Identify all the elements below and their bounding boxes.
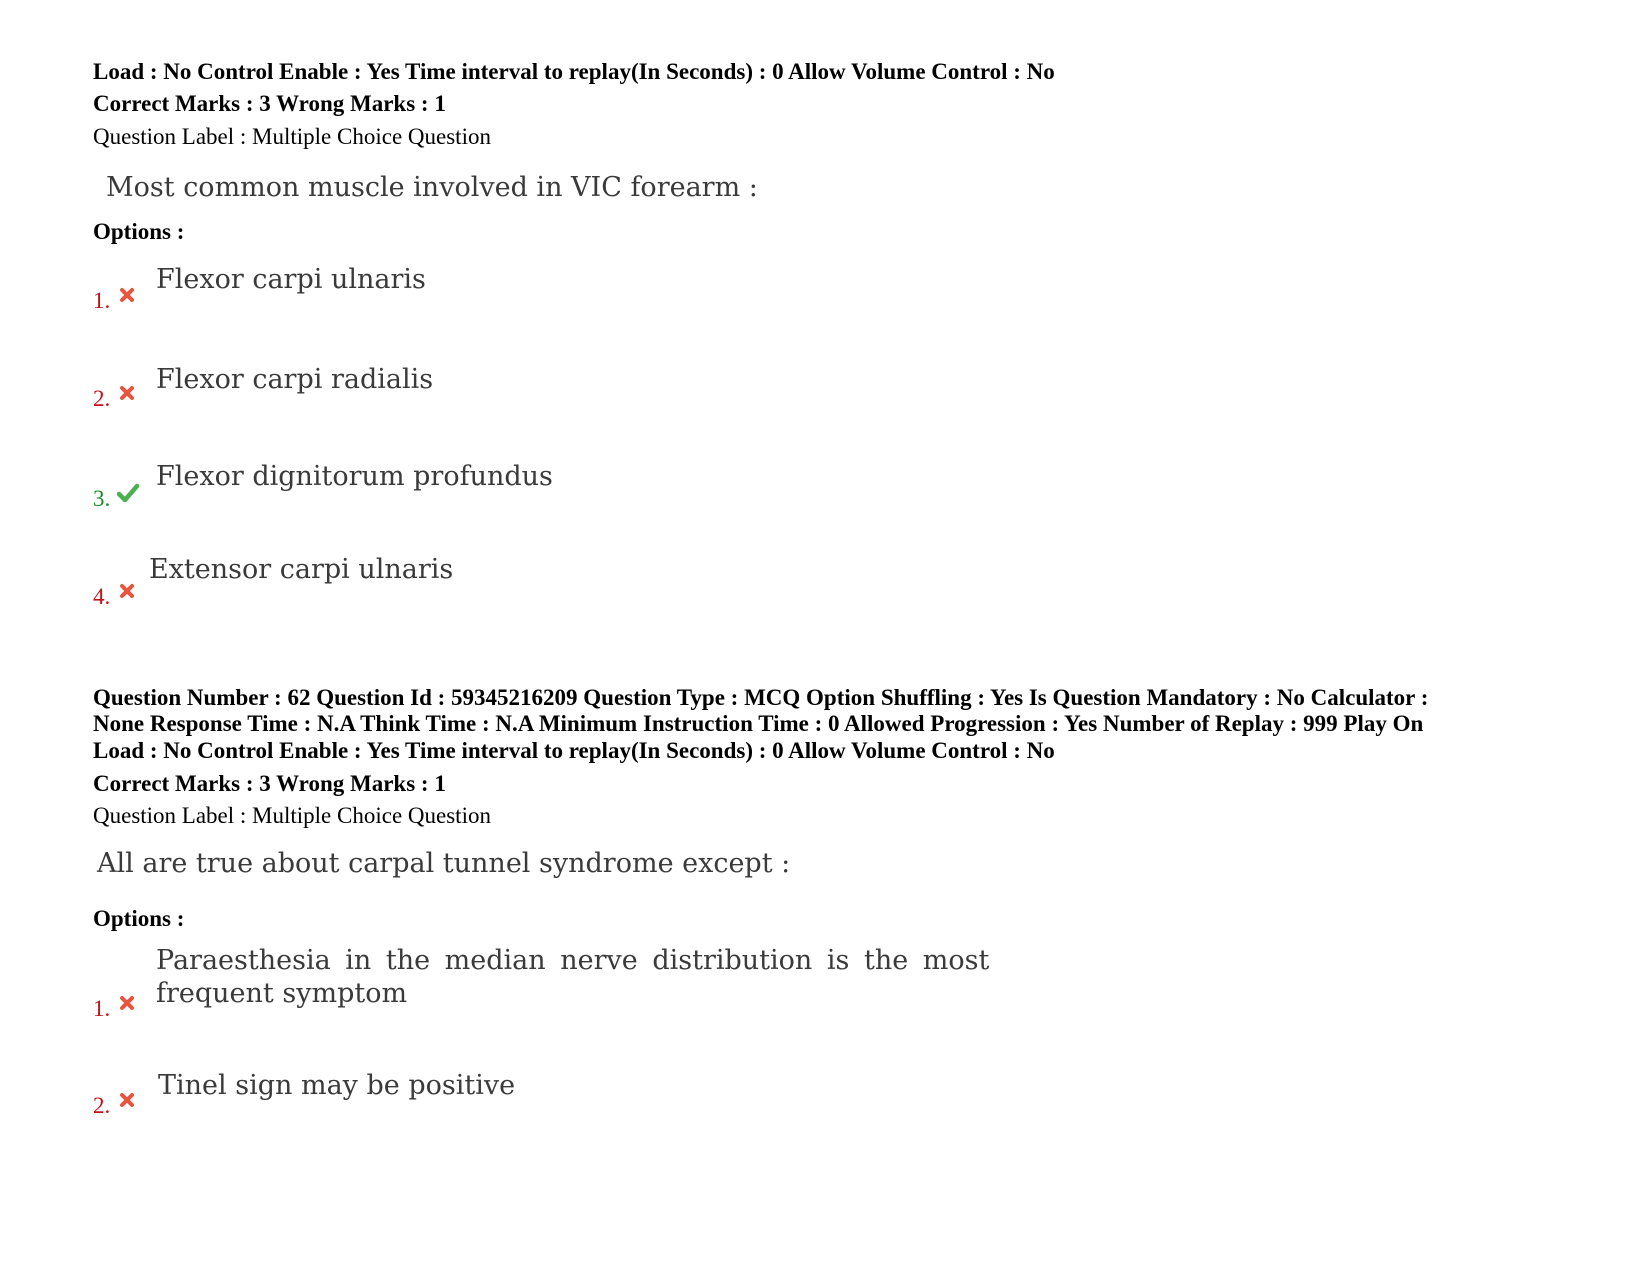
question-meta-line: Load : No Control Enable : Yes Time interval to replay(In Seconds) : 0 Allow Volume Control : No bbox=[93, 738, 1055, 763]
option-number: 2. bbox=[93, 1093, 111, 1118]
options-heading: Options : bbox=[93, 906, 185, 931]
question-meta-line: None Response Time : N.A Think Time : N.A Minimum Instruction Time : 0 Allowed Progression : Yes Number of Replay : 999 Play On bbox=[93, 711, 1424, 736]
question-meta-tail: Load : No Control Enable : Yes Time interval to replay(In Seconds) : 0 Allow Volume Control : No bbox=[93, 59, 1055, 84]
marks-line: Correct Marks : 3 Wrong Marks : 1 bbox=[93, 91, 446, 116]
option-text: Flexor carpi ulnaris bbox=[156, 264, 426, 295]
cross-icon bbox=[119, 1092, 135, 1108]
option-number: 4. bbox=[93, 584, 111, 609]
option-text: Tinel sign may be positive bbox=[158, 1070, 516, 1101]
option-text-line: Paraesthesia in the median nerve distribution is the most bbox=[156, 945, 990, 976]
option-number: 2. bbox=[93, 386, 111, 411]
question-text: All are true about carpal tunnel syndrome except : bbox=[97, 848, 791, 879]
cross-icon bbox=[119, 995, 135, 1011]
option-text-line: frequent symptom bbox=[156, 978, 408, 1009]
cross-icon bbox=[119, 583, 135, 599]
option-text: Extensor carpi ulnaris bbox=[149, 554, 454, 585]
question-meta-line: Question Number : 62 Question Id : 59345216209 Question Type : MCQ Option Shuffling : Yes Is Question Mandatory : No Calculator : bbox=[93, 685, 1429, 710]
options-heading: Options : bbox=[93, 219, 185, 244]
option-number: 3. bbox=[93, 486, 111, 511]
question-label: Question Label : Multiple Choice Question bbox=[93, 803, 491, 828]
cross-icon bbox=[119, 385, 135, 401]
option-number: 1. bbox=[93, 288, 111, 313]
option-text: Flexor dignitorum profundus bbox=[156, 461, 553, 492]
option-number: 1. bbox=[93, 996, 111, 1021]
option-text: Flexor carpi radialis bbox=[156, 364, 434, 395]
cross-icon bbox=[119, 287, 135, 303]
question-label: Question Label : Multiple Choice Question bbox=[93, 124, 491, 149]
check-icon bbox=[116, 483, 140, 503]
question-text: Most common muscle involved in VIC forearm : bbox=[106, 172, 758, 203]
marks-line: Correct Marks : 3 Wrong Marks : 1 bbox=[93, 771, 446, 796]
